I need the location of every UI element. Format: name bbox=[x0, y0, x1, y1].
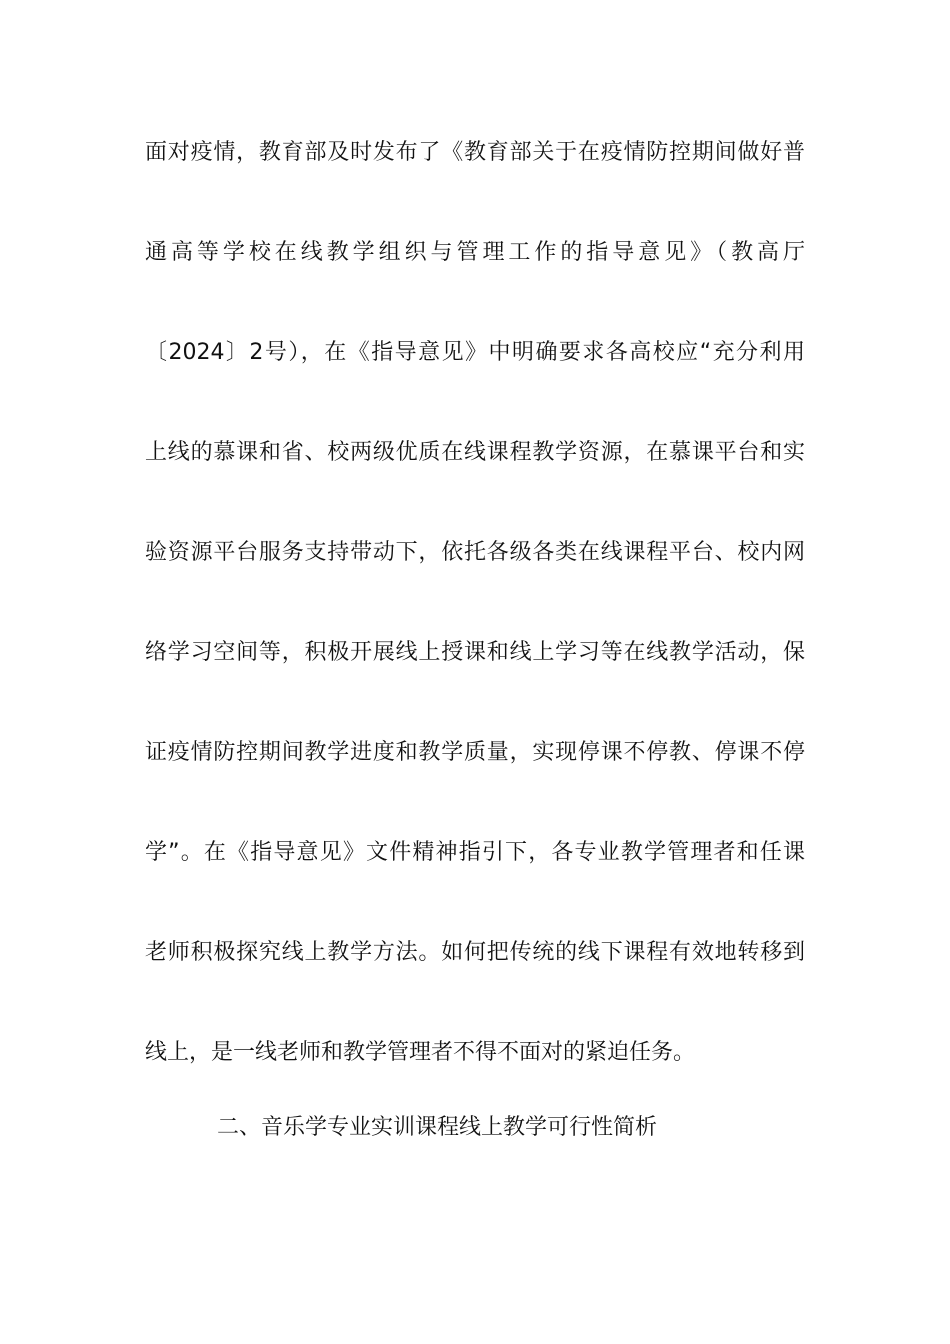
paragraph-line: 通高等学校在线教学组织与管理工作的指导意见》（教高厅 bbox=[145, 240, 805, 265]
paragraph-line: 上线的慕课和省、校两级优质在线课程教学资源，在慕课平台和实 bbox=[145, 440, 805, 465]
paragraph-line: 络学习空间等，积极开展线上授课和线上学习等在线教学活动，保 bbox=[145, 640, 805, 665]
paragraph-line: 面对疫情，教育部及时发布了《教育部关于在疫情防控期间做好普 bbox=[145, 140, 805, 165]
paragraph-line-last: 线上，是一线老师和教学管理者不得不面对的紧迫任务。 bbox=[145, 1040, 696, 1065]
paragraph-line: 验资源平台服务支持带动下，依托各级各类在线课程平台、校内网 bbox=[145, 540, 805, 565]
paragraph-line: 学”。在《指导意见》文件精神指引下，各专业教学管理者和任课 bbox=[145, 840, 805, 865]
paragraph-line: 老师积极探究线上教学方法。如何把传统的线下课程有效地转移到 bbox=[145, 940, 805, 965]
paragraph-line: 〔2024〕2号），在《指导意见》中明确要求各高校应“充分利用 bbox=[145, 340, 805, 365]
paragraph-line: 证疫情防控期间教学进度和教学质量，实现停课不停教、停课不停 bbox=[145, 740, 805, 765]
section-heading: 二、音乐学专业实训课程线上教学可行性简析 bbox=[217, 1115, 658, 1140]
